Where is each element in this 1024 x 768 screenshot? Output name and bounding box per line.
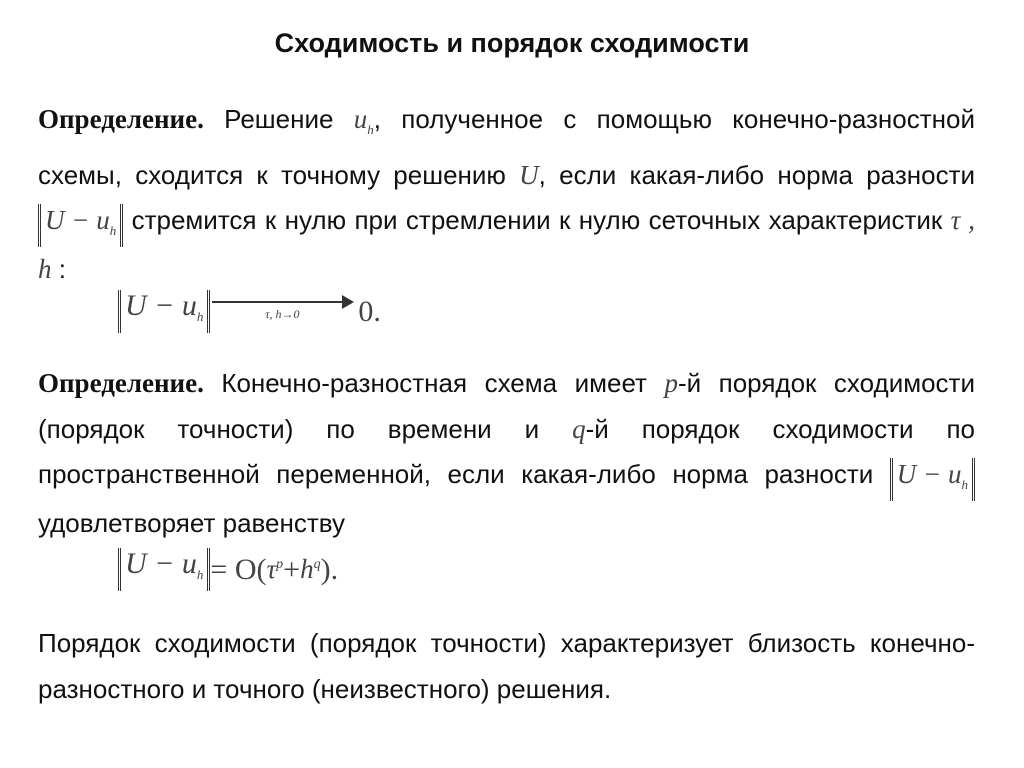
- text: -й порядок сходимости по пространственной переменной, если какая-либо норма разности: [38, 413, 975, 489]
- text: :: [51, 254, 66, 284]
- math-tau-h: τ , h: [38, 205, 975, 284]
- text: , полученное с помощью конечно-разностной схемы, сходится к точному решению: [38, 104, 975, 190]
- text: удовлетворяет равенству: [38, 508, 346, 538]
- limit-value: 0.: [358, 294, 381, 328]
- definition-label: Определение.: [38, 104, 204, 134]
- slide-title: Сходимость и порядок сходимости: [274, 28, 750, 58]
- limit-arrow: τ, h→0: [212, 301, 352, 322]
- big-o: = O(: [210, 552, 267, 586]
- norm-expression: $U - u_h$: [118, 290, 210, 333]
- text: Решение: [203, 104, 354, 134]
- norm-expression: $U - u_h$: [38, 204, 123, 247]
- text: -й порядок сходимости (порядок точности) по времени и: [38, 368, 975, 444]
- math-p: p: [664, 368, 678, 398]
- text: , если какая-либо норма разности: [538, 159, 976, 190]
- math-u-h: $u_h$: [353, 104, 374, 137]
- definition-convergence: [38, 97, 975, 293]
- text: стремится к нулю при стремлении к нулю сеточных характеристик: [123, 205, 951, 235]
- formula-order: [118, 548, 338, 591]
- math-q: q: [572, 413, 586, 444]
- math-U: U: [519, 159, 539, 190]
- formula-convergence: [118, 290, 381, 333]
- text: Конечно-разностная схема имеет: [203, 368, 665, 398]
- order-remark: Порядок сходимости (порядок точности) характеризует близость конечно-разностного и точного (неизвестного) решения.: [38, 628, 975, 704]
- math-h-q: $h^q$: [300, 554, 321, 584]
- math-tau-p: $\tau^p$: [266, 554, 284, 584]
- definition-label: Определение.: [38, 368, 204, 398]
- close-paren: ).: [320, 552, 339, 586]
- definition-order: [38, 361, 975, 547]
- norm-expression: $U - u_h$: [890, 458, 975, 501]
- norm-expression: $U - u_h$: [118, 548, 210, 591]
- plus: +: [283, 552, 301, 586]
